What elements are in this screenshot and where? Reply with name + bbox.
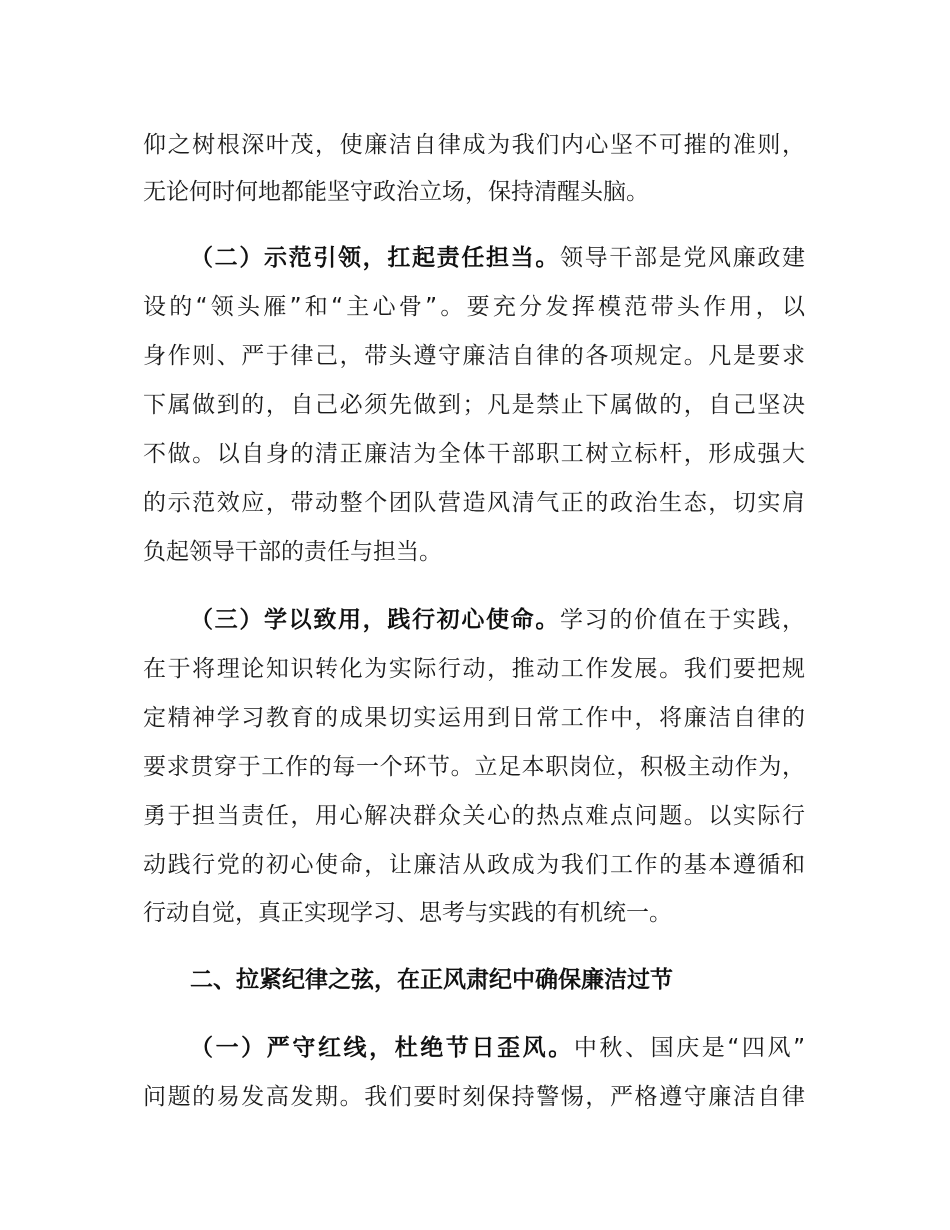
paragraph-line [143, 177, 805, 207]
body-text: 问题的易发高发期。我们要时刻保持警惕，严格遵守廉洁自律 [143, 1084, 805, 1110]
body-text: 学习的价值在于实践， [560, 607, 806, 633]
paragraph-line [143, 292, 805, 322]
subsection-title: （一）严守红线，杜绝节日歪风。 [190, 1035, 574, 1061]
paragraph-line [143, 654, 805, 684]
body-text: 要求贯穿于工作的每一个环节。立足本职岗位，积极主动作为， [143, 754, 805, 780]
paragraph-line [190, 1033, 805, 1063]
body-text: 下属做到的，自己必须先做到；凡是禁止下属做的，自己坚决 [143, 392, 805, 418]
body-text: 在于将理论知识转化为实际行动，推动工作发展。我们要把规 [143, 656, 805, 682]
paragraph-line [143, 488, 805, 518]
body-text: 中秋、国庆是“四风” [573, 1035, 805, 1061]
paragraph-line [190, 605, 805, 635]
body-text: 定精神学习教育的成果切实运用到日常工作中，将廉洁自律的 [143, 705, 805, 731]
body-text: 仰之树根深叶茂，使廉洁自律成为我们内心坚不可摧的准则， [143, 132, 805, 158]
subsection-title: （三）学以致用，践行初心使命。 [190, 607, 560, 633]
body-text: 设的“领头雁”和“主心骨”。要充分发挥模范带头作用，以 [143, 294, 805, 320]
subsection-title: （二）示范引领，扛起责任担当。 [190, 245, 560, 271]
paragraph-line [143, 850, 805, 880]
paragraph-line [143, 130, 805, 160]
paragraph-line [143, 752, 805, 782]
section-heading [190, 965, 673, 995]
body-text: 身作则、严于律己，带头遵守廉洁自律的各项规定。凡是要求 [143, 343, 805, 369]
paragraph-line [190, 243, 805, 273]
body-text: 勇于担当责任，用心解决群众关心的热点难点问题。以实际行 [143, 803, 805, 829]
heading-text: 二、拉紧纪律之弦，在正风肃纪中确保廉洁过节 [190, 967, 673, 993]
body-text: 行动自觉，真正实现学习、思考与实践的有机统一。 [143, 900, 672, 926]
paragraph-line [143, 390, 805, 420]
paragraph-line [143, 341, 805, 371]
paragraph-line [143, 1082, 805, 1112]
body-text: 无论何时何地都能坚守政治立场，保持清醒头脑。 [143, 179, 649, 205]
body-text: 领导干部是党风廉政建 [560, 245, 806, 271]
paragraph-line [143, 898, 805, 928]
paragraph-line [143, 439, 805, 469]
body-text: 负起领导干部的责任与担当。 [143, 539, 442, 565]
paragraph-line [143, 801, 805, 831]
body-text: 的示范效应，带动整个团队营造风清气正的政治生态，切实肩 [143, 490, 805, 516]
paragraph-line [143, 537, 805, 567]
paragraph-line [143, 703, 805, 733]
body-text: 不做。以自身的清正廉洁为全体干部职工树立标杆，形成强大 [143, 441, 805, 467]
body-text: 动践行党的初心使命，让廉洁从政成为我们工作的基本遵循和 [143, 852, 805, 878]
